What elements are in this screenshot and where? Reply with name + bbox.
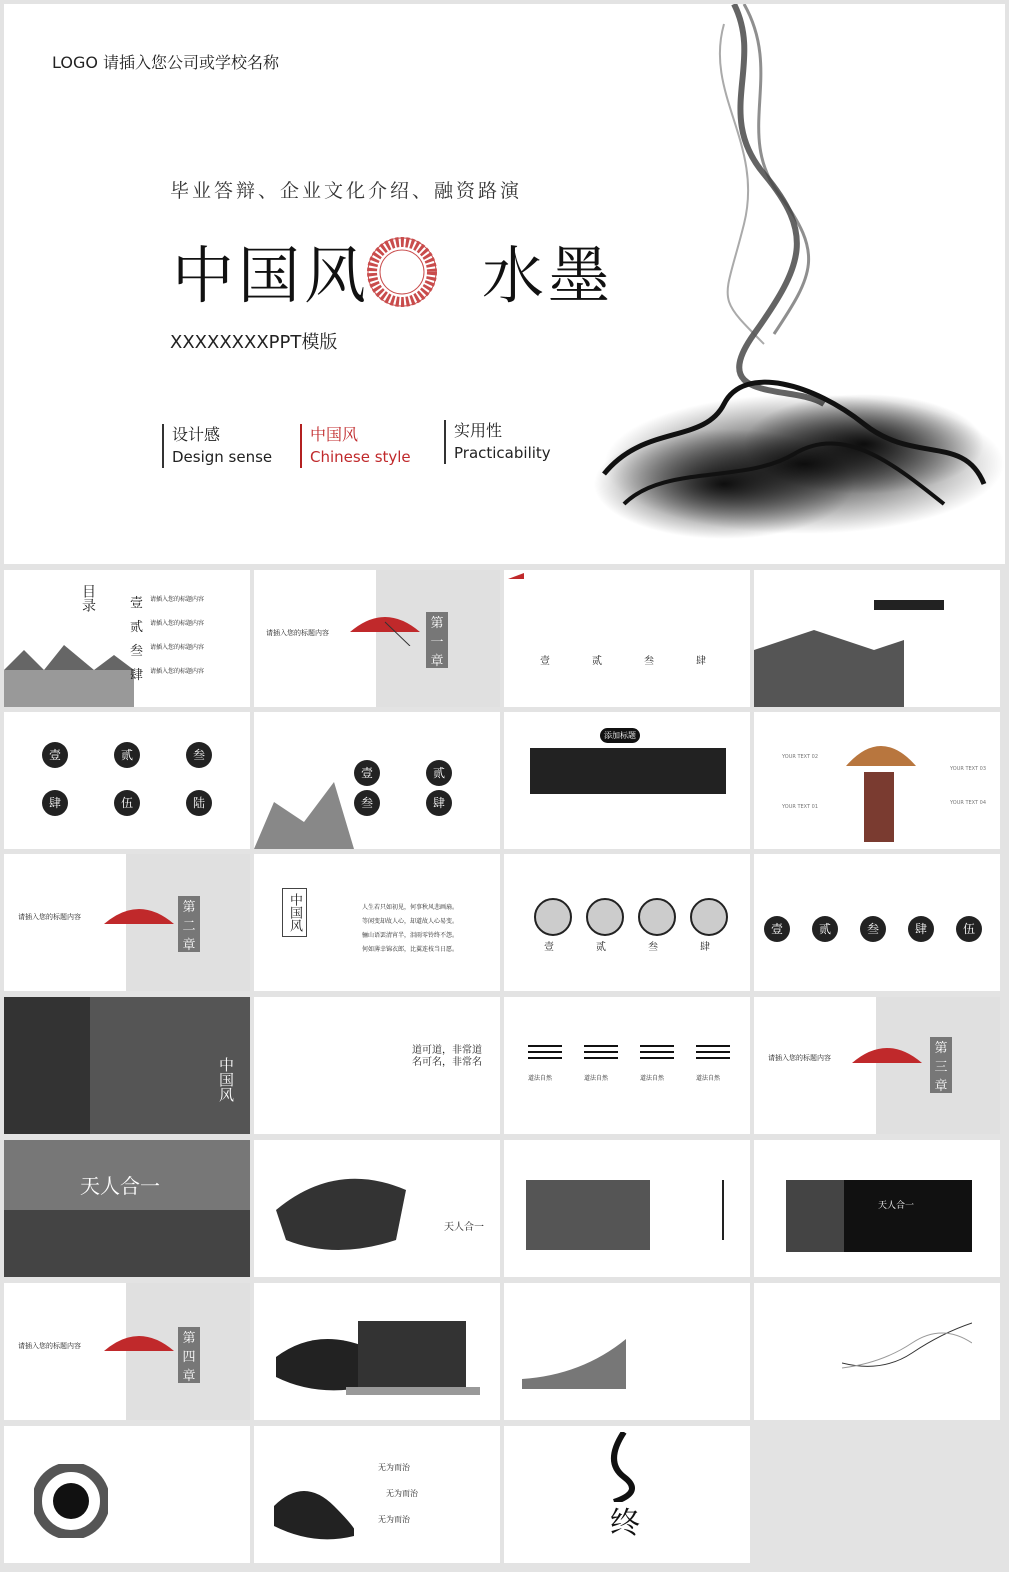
avatar — [534, 898, 572, 936]
toc-num-1: 壹 — [130, 596, 144, 611]
laptop-illustration — [276, 1317, 486, 1401]
thumb-temple[interactable] — [754, 570, 1000, 707]
dao-label-2: 道法自然 — [584, 1075, 609, 1082]
item-num-3: 叁 — [186, 742, 212, 768]
thumb-taiji[interactable] — [4, 1426, 250, 1563]
feature-practical — [444, 420, 551, 464]
team-num-1: 壹 — [544, 942, 554, 953]
team-num-4: 肆 — [700, 942, 710, 953]
thumb-area-chart[interactable] — [504, 1283, 750, 1420]
thumb-cranes[interactable] — [504, 570, 750, 707]
toc-num-3: 叁 — [130, 644, 144, 659]
ink-smoke-small-illustration — [594, 1432, 654, 1502]
your-text-2: YOUR TEXT 02 — [782, 754, 818, 760]
add-title-badge: 添加标题 — [600, 728, 640, 743]
thumb-water-town[interactable] — [504, 1140, 750, 1277]
hero-title-right: 水墨 — [482, 239, 615, 312]
chapter3-item: 请插入您的标题内容 — [768, 1054, 831, 1062]
five-num-2: 贰 — [812, 916, 838, 942]
thumb-six-items[interactable] — [4, 712, 250, 849]
text-panel — [844, 1180, 972, 1252]
chapter3-label: 第三章 — [930, 1037, 952, 1093]
poem-line-3: 骊山语罢清宵半，泪雨零铃终不怨。 — [362, 932, 459, 939]
item-num-4: 肆 — [42, 790, 68, 816]
thumb-tianren-dark[interactable] — [754, 1140, 1000, 1277]
red-umbrella-icon — [104, 904, 174, 934]
trigram-1 — [528, 1045, 562, 1063]
five-num-4: 肆 — [908, 916, 934, 942]
thumb-team[interactable] — [504, 854, 750, 991]
line-chart — [842, 1313, 972, 1383]
red-umbrella-icon — [852, 1043, 922, 1073]
area-chart — [522, 1339, 626, 1389]
feature-chinese — [300, 424, 411, 468]
feature-en: Practicability — [454, 444, 551, 462]
logo-text: LOGO 请插入您公司或学校名称 — [52, 53, 280, 72]
feature-zh: 实用性 — [454, 421, 503, 440]
city-label: 中国风 — [217, 1057, 235, 1102]
deer-illustration — [254, 742, 354, 849]
crane-num-4: 肆 — [696, 656, 706, 667]
chapter1-item: 请插入您的标题内容 — [266, 629, 329, 637]
feature-zh: 中国风 — [310, 425, 359, 444]
temple-illustration — [754, 620, 904, 707]
thumb-five-items[interactable] — [754, 854, 1000, 991]
item-num-5: 伍 — [114, 790, 140, 816]
red-flag-icon — [508, 573, 524, 579]
thumb-chapter1[interactable] — [254, 570, 500, 707]
feature-zh: 设计感 — [172, 425, 221, 444]
poem-line-2: 等闲变却故人心，却道故人心易变。 — [362, 918, 459, 925]
avatar — [586, 898, 624, 936]
your-text-1: YOUR TEXT 01 — [782, 804, 818, 810]
end-char: 终 — [610, 1506, 640, 1541]
wuwei-3: 无为而治 — [378, 1515, 410, 1524]
deer-num-2: 贰 — [426, 760, 452, 786]
toc-item-4: 请插入您的标题内容 — [150, 668, 205, 675]
thumb-deer[interactable] — [254, 712, 500, 849]
deer-num-3: 叁 — [354, 790, 380, 816]
chapter4-label: 第四章 — [178, 1327, 200, 1383]
crane-num-1: 壹 — [540, 656, 550, 667]
chapter1-label: 第一章 — [426, 612, 448, 668]
chapter2-label: 第二章 — [178, 896, 200, 952]
hero-slide — [4, 4, 1005, 564]
item-num-2: 贰 — [114, 742, 140, 768]
trigram-2 — [584, 1045, 618, 1063]
five-num-5: 伍 — [956, 916, 982, 942]
your-text-3: YOUR TEXT 03 — [950, 766, 986, 772]
thumb-chapter2[interactable] — [4, 854, 250, 991]
thumb-city[interactable] — [4, 997, 250, 1134]
tianren-title: 天人合一 — [80, 1174, 160, 1198]
title-banner — [874, 600, 944, 610]
taiji-icon — [34, 1464, 108, 1538]
dao-label-3: 道法自然 — [640, 1075, 665, 1082]
temple-of-heaven-illustration — [276, 1170, 406, 1250]
dao-line-2: 名可名，非常名 — [412, 1057, 482, 1068]
dao-label-4: 道法自然 — [696, 1075, 721, 1082]
team-num-3: 叁 — [648, 942, 658, 953]
trigram-4 — [696, 1045, 730, 1063]
chapter4-item: 请插入您的标题内容 — [18, 1342, 81, 1350]
hero-subtitle: 毕业答辩、企业文化介绍、融资路演 — [170, 180, 523, 202]
dao-line-1: 道可道，非常道 — [412, 1045, 482, 1056]
avatar — [638, 898, 676, 936]
wuwei-2: 无为而治 — [386, 1489, 418, 1498]
thumb-temple-heaven[interactable] — [254, 1140, 500, 1277]
thumb-chapter3[interactable] — [754, 997, 1000, 1134]
poem-label: 中国风 — [282, 888, 307, 937]
poem-line-4: 何如薄幸锦衣郎，比翼连枝当日愿。 — [362, 946, 459, 953]
template-label: XXXXXXXXPPT模版 — [170, 332, 338, 353]
team-num-2: 贰 — [596, 942, 606, 953]
ink-splash-illustration — [264, 1466, 354, 1546]
crane-num-2: 贰 — [592, 656, 602, 667]
toc-item-2: 请插入您的标题内容 — [150, 620, 205, 627]
thumb-chapter4[interactable] — [4, 1283, 250, 1420]
toc-item-1: 请插入您的标题内容 — [150, 596, 205, 603]
item-num-6: 陆 — [186, 790, 212, 816]
thumb-add-title[interactable] — [504, 712, 750, 849]
thumb-line-chart[interactable] — [754, 1283, 1000, 1420]
water-town-photo — [526, 1180, 650, 1250]
feature-en: Chinese style — [310, 448, 411, 466]
ink-smoke-illustration — [564, 4, 1005, 564]
dao-label-1: 道法自然 — [528, 1075, 553, 1082]
five-num-3: 叁 — [860, 916, 886, 942]
toc-num-4: 肆 — [130, 668, 144, 683]
thumb-toc[interactable] — [4, 570, 250, 707]
trigram-3 — [640, 1045, 674, 1063]
alley-photo — [786, 1180, 846, 1252]
thumb-poem[interactable] — [254, 854, 500, 991]
deer-num-1: 壹 — [354, 760, 380, 786]
five-num-1: 壹 — [764, 916, 790, 942]
hero-title-left: 中国风 — [172, 239, 371, 312]
deer-num-4: 肆 — [426, 790, 452, 816]
item-num-1: 壹 — [42, 742, 68, 768]
toc-item-3: 请插入您的标题内容 — [150, 644, 205, 651]
tianren-dark-title: 天人合一 — [878, 1201, 915, 1211]
toc-title: 目录 — [80, 584, 96, 612]
your-text-4: YOUR TEXT 04 — [950, 800, 986, 806]
woman-figure — [864, 772, 894, 842]
village-illustration — [4, 630, 134, 707]
red-umbrella-icon — [104, 1331, 174, 1361]
divider — [722, 1180, 724, 1240]
thumb-trigrams[interactable] — [504, 997, 750, 1134]
feature-en: Design sense — [172, 448, 273, 466]
thumb-wuwei[interactable] — [254, 1426, 500, 1563]
poem-line-1: 人生若只如初见，何事秋风悲画扇。 — [362, 904, 459, 911]
ornament-ring-icon — [366, 236, 438, 308]
thumb-end[interactable] — [504, 1426, 750, 1563]
photo-strip — [530, 748, 726, 794]
palace-photo — [4, 1210, 250, 1277]
thumb-umbrella-woman[interactable] — [754, 712, 1000, 849]
toc-num-2: 贰 — [130, 620, 144, 635]
crane-num-3: 叁 — [644, 656, 654, 667]
feature-design — [162, 424, 272, 468]
thumb-tianren-city[interactable] — [4, 1140, 250, 1277]
thumb-dao[interactable] — [254, 997, 500, 1134]
red-umbrella-icon — [350, 612, 424, 646]
wuwei-1: 无为而治 — [378, 1463, 410, 1472]
avatar — [690, 898, 728, 936]
chapter2-item: 请插入您的标题内容 — [18, 913, 81, 921]
thumb-laptop[interactable] — [254, 1283, 500, 1420]
tianren-caption: 天人合一 — [444, 1222, 484, 1233]
